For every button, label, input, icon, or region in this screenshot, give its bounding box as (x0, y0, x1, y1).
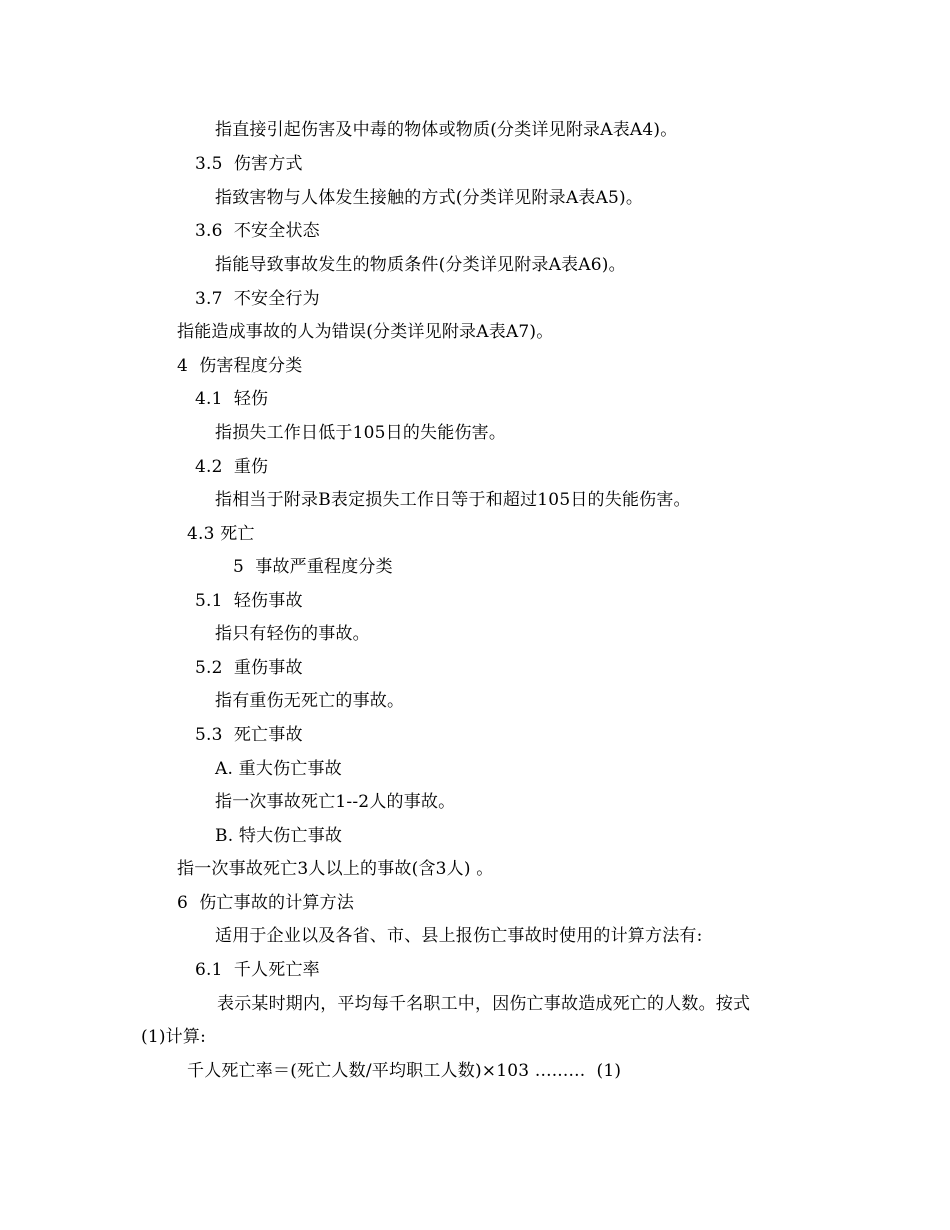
paragraph-minor-accident: 指只有轻伤的事故。 (215, 624, 370, 644)
heading-6-1: 6.1 千人死亡率 (195, 960, 320, 980)
paragraph-minor-injury: 指损失工作日低于105日的失能伤害。 (215, 423, 507, 443)
paragraph-serious-injury: 指相当于附录B表定损失工作日等于和超过105日的失能伤害。 (215, 490, 691, 510)
heading-5-3: 5.3 死亡事故 (195, 725, 303, 745)
heading-5-3-b: B. 特大伤亡事故 (215, 826, 343, 846)
heading-4-2: 4.2 重伤 (195, 457, 269, 477)
heading-5-2: 5.2 重伤事故 (195, 658, 303, 678)
heading-4-1: 4.1 轻伤 (195, 389, 269, 409)
heading-4-3: 4.3 死亡 (187, 524, 255, 544)
heading-5: 5 事故严重程度分类 (233, 557, 393, 577)
paragraph-extraordinary-accident: 指一次事故死亡3人以上的事故(含3人) 。 (177, 859, 494, 879)
paragraph-major-accident: 指一次事故死亡1--2人的事故。 (215, 792, 456, 812)
paragraph-serious-accident: 指有重伤无死亡的事故。 (215, 691, 405, 711)
paragraph-death-rate-desc: 表示某时期内，平均每千名职工中，因伤亡事故造成死亡的人数。按式 (217, 994, 751, 1014)
paragraph-methods-intro: 适用于企业以及各省、市、县上报伤亡事故时使用的计算方法有: (215, 926, 703, 946)
paragraph-unsafe-behavior: 指能造成事故的人为错误(分类详见附录A表A7)。 (177, 322, 554, 342)
heading-5-3-a: A. 重大伤亡事故 (215, 759, 342, 779)
paragraph-object-definition: 指直接引起伤害及中毒的物体或物质(分类详见附录A表A4)。 (215, 120, 678, 140)
heading-6: 6 伤亡事故的计算方法 (177, 893, 355, 913)
heading-5-1: 5.1 轻伤事故 (195, 591, 303, 611)
heading-3-6: 3.6 不安全状态 (195, 221, 320, 241)
heading-4: 4 伤害程度分类 (177, 356, 303, 376)
formula-1: 千人死亡率＝(死亡人数/平均职工人数)×103 ......... (1) (187, 1061, 622, 1081)
paragraph-unsafe-state: 指能导致事故发生的物质条件(分类详见附录A表A6)。 (215, 255, 626, 275)
paragraph-death-rate-desc-cont: (1)计算: (141, 1027, 207, 1047)
paragraph-injury-mode: 指致害物与人体发生接触的方式(分类详见附录A表A5)。 (215, 188, 644, 208)
heading-3-7: 3.7 不安全行为 (195, 289, 320, 309)
heading-3-5: 3.5 伤害方式 (195, 154, 303, 174)
